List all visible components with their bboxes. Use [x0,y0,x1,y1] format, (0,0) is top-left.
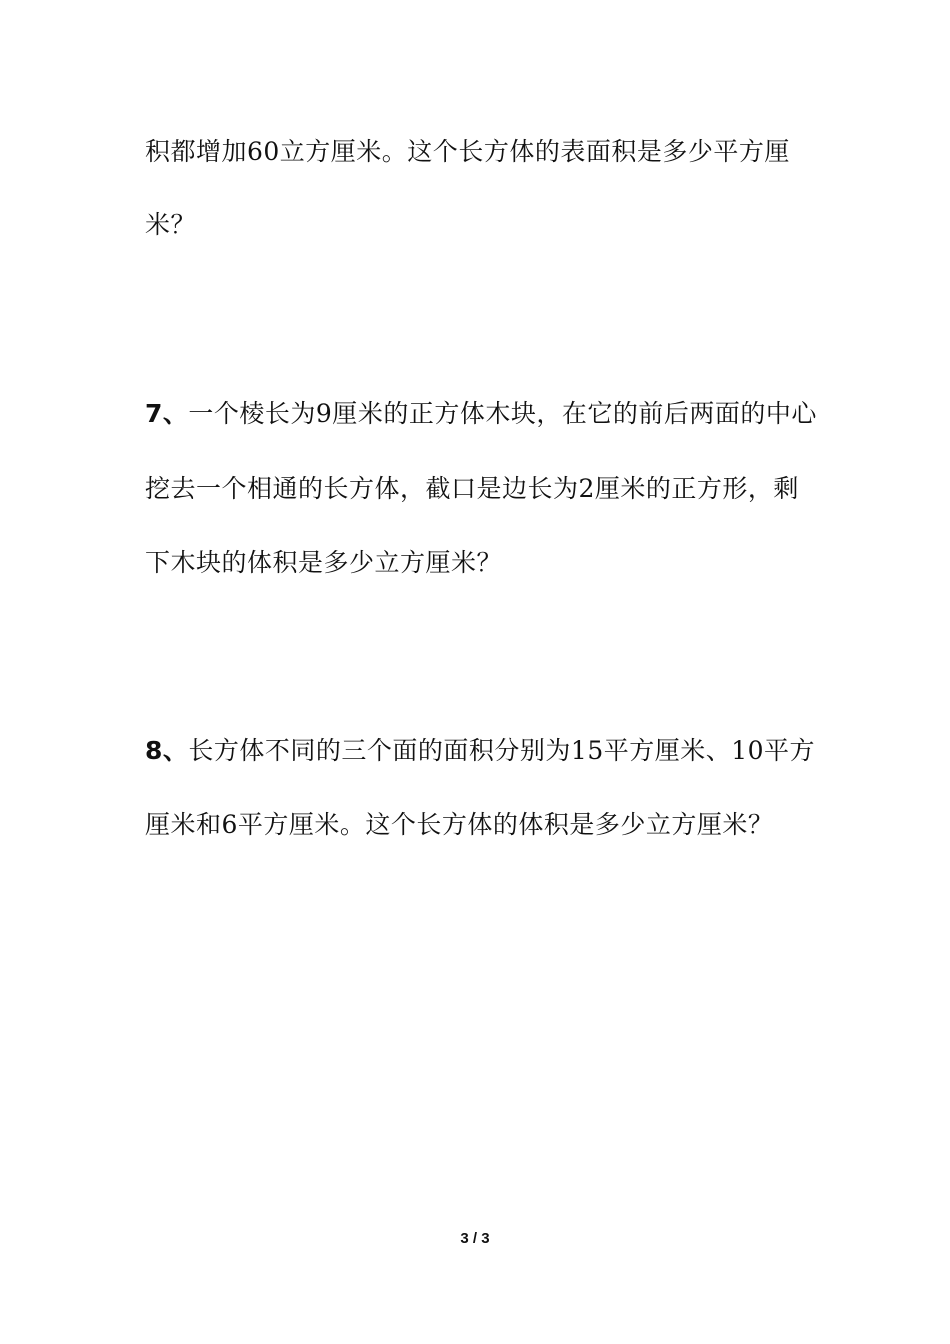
question-number: 8、 [145,736,189,765]
text-line [145,734,815,768]
text-line [145,397,815,431]
text-line: 米？ [145,210,197,239]
question-text: 一个棱长为9厘米的正方体木块，在它的前后两面的中心 [188,399,817,428]
text-line: 下木块的体积是多少立方厘米？ [145,548,503,577]
page-number: 3 / 3 [460,1230,490,1247]
text-line: 积都增加60立方厘米。这个长方体的表面积是多少平方厘 [145,137,790,166]
text-line: 厘米和6平方厘米。这个长方体的体积是多少立方厘米？ [145,810,774,839]
question-number: 7、 [145,399,189,428]
text-line: 挖去一个相通的长方体，截口是边长为2厘米的正方形，剩 [145,474,799,503]
question-text: 长方体不同的三个面的面积分别为15平方厘米、10平方 [188,736,816,765]
